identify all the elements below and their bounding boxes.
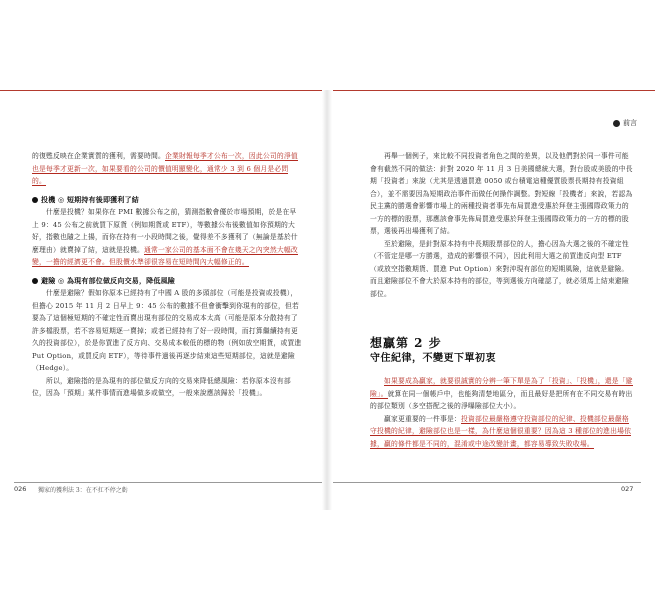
right-para1: 再舉一個例子，來比較不同投資者角色之間的差異，以及他們對於同一事件可能會有截然不同的做法：針對 2020 年 11 月 3 日美國總統大選，對台股或美股的中長期「投資者」來說（尤其是透過買進 0050 或台積電這種優質股票長期持有投資組合），並不需要因為短期政治事件而做任何操作調整。對短線「投機者」來說，若認為民主黨的勝選會影響市場上的兩種投資者事先布局買進受惠於拜登主張國際政策力的一方的標的股票，那應該會事先佈局買進受惠於拜登主張國際政策力的一方的標的股票，選後再出場獲利了結。 [370, 152, 633, 235]
right-page-body-top [370, 150, 635, 300]
step-heading: 想贏第 2 步 [370, 336, 442, 350]
right-page [330, 0, 655, 609]
left-top-rule [0, 90, 322, 91]
left-running-head: 獨家的獲利法 3：在不扛不停之虧 [38, 487, 128, 494]
heading-speculation: 投機 ◎ 短期持有後即獲利了結 [32, 194, 302, 207]
step-subheading: 守住紀律，不變更下單初衷 [370, 353, 496, 364]
left-para2: 什麼是投機？如果你在 PMI 數據公布之前，猜測指數會優於市場預期，於是在早上 9：45 公布之前就買下原貨（例如期貨或 ETF），等數據公布後數值如你預期的大好，指數也隨之上揚，而你在持有一小段時間之後，覺得差不多獲利了（無論是基於什麼理由）就賣掉了結，這就是投機。通常一家公司的基本面不會在幾天之內突然大幅改變，一擔的經濟更不會。但股價水準卻很容易在短時間內大幅修正的。 [32, 208, 298, 266]
bullet-circle-icon [32, 278, 38, 284]
right-para4: 贏家更重要的一件事是：投資部位最嚴格遵守投資部位的紀律、投機部位最嚴格守投機的紀律，避險部位也是一樣，為什麼這個很重要？因為這 3 種部位的進出場依據，贏的條件都是不同的，混淆或中途改變計畫，都容易導致失敗收場。 [370, 414, 632, 448]
left-para1: 的復甦反映在企業實質的獲利，需要時間。企業財報每季才公布一次，因此公司的淨值也是每季才更新一次，如果要看的公司的價值明顯變化，通常少 3 到 6 個月是必問的。 [32, 152, 298, 185]
heading-hedge: 避險 ◎ 為現有部位做反向交易，降低風險 [32, 275, 302, 288]
left-bottom-rule [14, 482, 322, 483]
header-dot-icon [613, 120, 620, 127]
left-para4: 所以，避險指的是為現有的部位做反方向的交易來降低總風險：若你原本沒有部位，因為「預期」某件事情而進場做多或做空，一般來說應該歸於「投機」。 [32, 376, 291, 397]
left-para1-highlight: 企業財報每季才公布一次，因此公司的淨值也是每季才更新一次，如果要看的公司的價值明顯變化，通常少 3 到 6 個月是必問的。 [32, 152, 298, 185]
left-para2-highlight: 通常一家公司的基本面不會在幾天之內突然大幅改變，一擔的經濟更不會。但股價水準卻很容易在短時間內大幅修正的。 [32, 245, 298, 266]
left-para3: 什麼是避險？假如你原本已經持有了中國 A 股的多頭部位（可能是投資或投機），但擔心 2015 年 11 月 2 日早上 9：45 公布的數據不但會衝擊到你現有的部位，但若要為了這個極短期的不確定性而賣出現有部位的交易成本太高（可能是原本分散持有了許多檔股票，若不容易短期逐一賣掉；或者已經持有了好一段時間，而打算繼續持有更久的投資部位），於是你買進了反方向、交易成本較低的標的物（例如放空期貨，或買進 Put Option，或買反向 ETF），等待事件過後再逐步結束這些短期部位，這就是避險（Hedge）。 [32, 289, 302, 372]
book-gutter [322, 90, 332, 510]
left-folio: 026 [14, 485, 27, 493]
right-bottom-rule [333, 482, 641, 483]
right-para3: 如果要成為贏家，就要很誠實的分辨一筆下單是為了「投資」、「投機」，還是「避險」。就算在同一個帳戶中，也能夠清楚地區分，而且最好是把所有在不同交易有時出的部位類別（多空搭配之後的淨曝險部位大小）。 [370, 377, 633, 410]
right-para2: 至於避險，是針對原本持有中長期股票部位的人，擔心因為大選之後的不確定性（不管定是哪一方勝選，造成的影響很不同），因此利用大選之前買進反向型 ETF（或放空指數期貨、買進 Put Option）來對沖現有部位的短期風險，這就是避險。而且避險部位不會大於原本持有的部位，等到選後方向確認了，就必須馬上結束避險部位。 [370, 239, 629, 298]
right-para3-highlight: 如果要成為贏家，就要很誠實的分辨一筆下單是為了「投資」、「投機」，還是「避險」。 [370, 377, 633, 398]
left-page-body [32, 150, 302, 400]
right-page-header: 前言 [613, 118, 637, 128]
right-top-rule [333, 90, 655, 91]
bullet-circle-icon [32, 197, 38, 203]
right-para4-highlight: 投資部位最嚴格遵守投資部位的紀律、投機部位最嚴格守投機的紀律，避險部位也是一樣，為什麼這個很重要？因為這 3 種部位的進出場依據，贏的條件都是不同的，混淆或中途改變計畫，都容易導致失敗收場。 [370, 414, 632, 448]
right-folio: 027 [621, 485, 634, 493]
right-page-body-bottom [370, 375, 635, 450]
